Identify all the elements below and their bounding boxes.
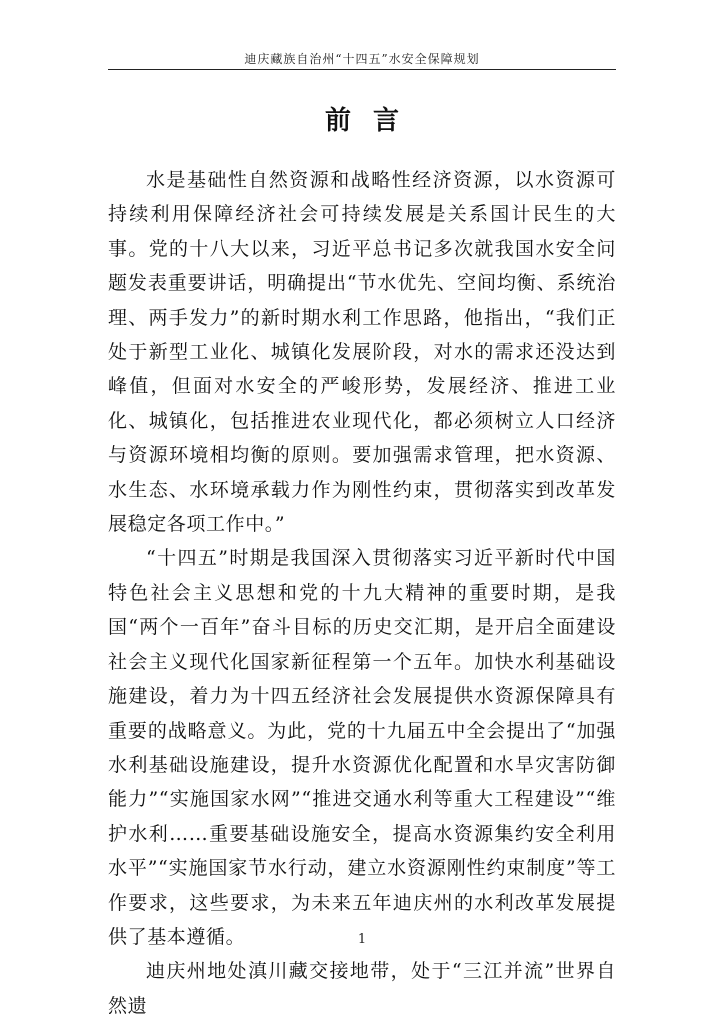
running-header: 迪庆藏族自治州“十四五”水安全保障规划 (244, 52, 480, 66)
body-text (108, 163, 616, 1023)
header-rule (108, 69, 616, 70)
page-number: 1 (357, 932, 367, 947)
paragraph-1: 水是基础性自然资源和战略性经济资源，以水资源可持续利用保障经济社会可持续发展是关系国计民生的大事。党的十八大以来，习近平总书记多次就我国水安全问题发表重要讲话，明确提出“节水优先、空间均衡、系统治理、两手发力”的新时期水利工作思路，他指出，“我们正处于新型工业化、城镇化发展阶段，对水的需求还没达到峰值，但面对水安全的严峻形势，发展经济、推进工业化、城镇化，包括推进农业现代化，都必须树立人口经济与资源环境相均衡的原则。要加强需求管理，把水资源、水生态、水环境承载力作为刚性约束，贯彻落实到改革发展稳定各项工作中。” (108, 169, 616, 536)
paragraph-3: 迪庆州地处滇川藏交接地带，处于“三江并流”世界自然遗 (108, 960, 616, 1017)
page-title: 前言 (324, 106, 421, 136)
paragraph-2: “十四五”时期是我国深入贯彻落实习近平新时代中国特色社会主义思想和党的十九大精神的重要时期，是我国“两个一百年”奋斗目标的历史交汇期，是开启全面建设社会主义现代化国家新征程第一个五年。加快水利基础设施建设，着力为十四五经济社会发展提供水资源保障具有重要的战略意义。为此，党的十九届五中全会提出了“加强水利基础设施建设，提升水资源优化配置和水旱灾害防御能力”“实施国家水网”“推进交通水利等重大工程建设”“维护水利……重要基础设施安全，提高水资源集约安全利用水平”“实施国家节水行动，建立水资源刚性约束制度”等工作要求，这些要求，为未来五年迪庆州的水利改革发展提供了基本遵循。 (108, 547, 616, 948)
